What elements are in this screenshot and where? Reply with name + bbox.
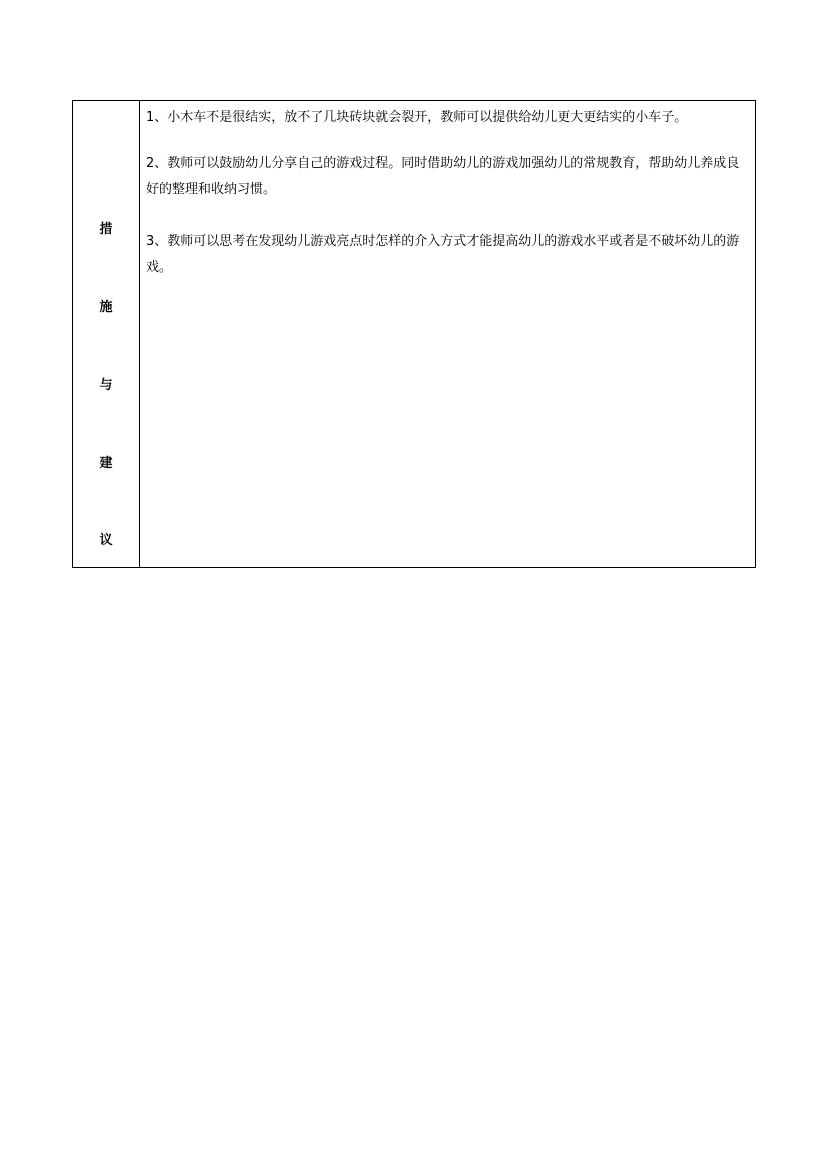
section-label-char: 施 [99, 300, 113, 315]
section-label-char: 措 [99, 222, 113, 237]
suggestion-paragraph: 2、教师可以鼓励幼儿分享自己的游戏过程。同时借助幼儿的游戏加强幼儿的常规教育，帮助幼儿养成良好的整理和收纳习惯。 [146, 156, 740, 197]
section-label-char: 建 [99, 456, 113, 471]
table-row [73, 101, 756, 568]
section-label-cell [73, 101, 140, 568]
section-content-cell [140, 101, 756, 568]
suggestion-paragraph: 1、小木车不是很结实，放不了几块砖块就会裂开，教师可以提供给幼儿更大更结实的小车子。 [146, 110, 688, 125]
suggestion-paragraph: 3、教师可以思考在发现幼儿游戏亮点时怎样的介入方式才能提高幼儿的游戏水平或者是不破坏幼儿的游戏。 [146, 234, 740, 275]
section-label-char: 与 [99, 378, 113, 393]
section-label-char: 议 [99, 533, 113, 548]
measures-table [72, 100, 756, 568]
